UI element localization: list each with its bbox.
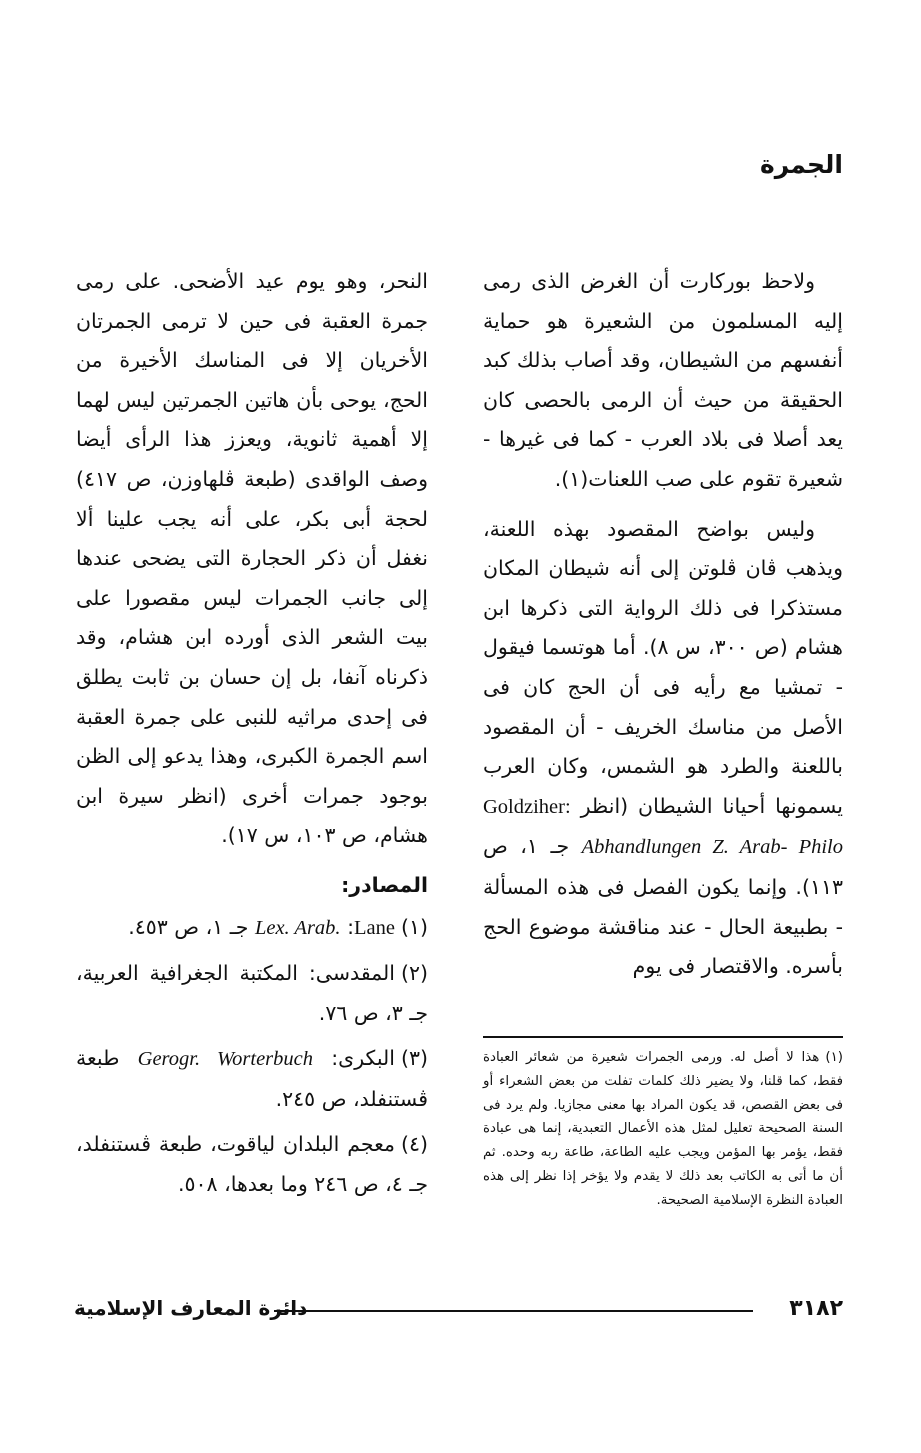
reference-author: Goldziher <box>483 795 565 818</box>
left-column <box>76 262 428 1211</box>
footnote-divider <box>483 1036 843 1038</box>
sources-heading: المصادر: <box>341 872 428 897</box>
source-item <box>76 1039 428 1119</box>
source-item: (١)Lane: Lex. Arab. جـ ١، ص ٤٥٣. <box>128 914 428 939</box>
footnote-number: (١) <box>825 1050 843 1065</box>
source-item <box>76 954 428 1033</box>
paragraph <box>483 510 843 987</box>
paragraph: ولاحظ بوركارت أن الغرض الذى رمى إليه المسلمون من الشعيرة هو حماية أنفسهم من الشيطان، وقد أصاب بذلك كبد الحقيقة من حيث أن الرمى بالحصى كان يعد أصلا فى بلاد العرب - كما فى غيرها - شعيرة تقوم على صب اللعنات(١). <box>483 269 843 491</box>
page-title: الجمرة <box>759 150 843 179</box>
source-number: (٣) <box>400 1046 428 1071</box>
paragraph: النحر، وهو يوم عيد الأضحى. على رمى جمرة العقبة فى حين لا ترمى الجمرتان الأخريان إلا فى المناسك الأخيرة من الحج، يوحى بأن هاتين الجمرتين ليس لهما إلا أهمية ثانوية، ويعزز هذا الرأى أيضا وصف الواقدى (طبعة ڤلهاوزن، ص ٤١٧) لحجة أبى بكر، على أنه يجب علينا ألا نغفل أن ذكر الحجارة التى يضحى عندها إلى جانب الجمرات ليس مقصورا على بيت الشعر الذى أورده ابن هشام، وقد ذكرناه آنفا، بل إن حسان بن ثابت يطلق فى إحدى مراثيه للنبى على جمرة العقبة اسم الجمرة الكبرى، وهذا يدعو إلى الظن بوجود جمرات أخرى (انظر سيرة ابن هشام، ص ١٠٣، س ١٧). <box>76 269 428 848</box>
source-number: (٢) <box>400 961 428 986</box>
source-latin-title: Gerogr. Worterbuch <box>137 1048 313 1071</box>
page-number: ٣١٨٢ <box>789 1296 843 1321</box>
footnote <box>483 1046 843 1213</box>
source-text: جـ ١، ص ٤٥٣. <box>128 914 249 939</box>
footnote-text: هذا لا أصل له. ورمى الجمرات شعيرة من شعائر العبادة فقط، كما قلنا، ولا يضير ذلك كلمات تفلت من بعض الشعراء أو فى بعض القصص، قد يكون المراد بها معنى مجازيا. ولم يرد فى السنة الصحيحة تعليل لمثل هذه الأعمال التعبدية، إنما هى عبادة فقط، يؤمر بها المؤمن ويجب عليه الطاعة، طاعة ربه وحده. ثم أن ما أتى به الكاتب بعد ذلك لا يقدم ولا يؤخر إذا نظر إلى هذه العبادة النظرة الإسلامية الصحيحة. <box>483 1050 843 1208</box>
source-latin-title: Lex. Arab. <box>254 916 341 939</box>
paragraph-text: جـ ١، ص ١١٣). وإنما يكون الفصل فى هذه المسألة - بطبيعة الحال - عند مناقشة موضوع الحج بأسره. والاقتصار فى يوم <box>483 834 843 979</box>
source-number: (١) <box>400 914 428 939</box>
reference-title: Abhandlungen Z. Arab- Philo <box>581 836 843 859</box>
source-text: طبعة ڤستنفلد، ص ٢٤٥. <box>76 1046 428 1111</box>
right-column <box>483 262 843 987</box>
page-footer <box>74 1296 843 1326</box>
source-author: البكرى: <box>331 1046 395 1071</box>
paragraph-text: وليس بواضح المقصود بهذه اللعنة، ويذهب ڤان ڤلوتن إلى أنه شيطان المكان مستذكرا فى ذلك الرواية التى ذكرها ابن هشام (ص ٣٠٠، س ٨). أما هوتسما فيقول - تمشيا مع رأيه فى أن الحج كان فى الأصل من مناسك الخريف - أن المقصود باللعنة والطرد هو الشمس، وكان العرب يسمونها أحيانا الشيطان (انظر <box>483 516 843 818</box>
footer-divider <box>274 1310 753 1312</box>
source-number: (٤) <box>400 1132 428 1157</box>
source-author: Lane <box>354 916 395 939</box>
source-item <box>76 1125 428 1204</box>
source-text: المقدسى: المكتبة الجغرافية العربية، جـ ٣، ص ٧٦. <box>76 961 428 1025</box>
publication-title: دائرة المعارف الإسلامية <box>74 1296 308 1320</box>
source-text: معجم البلدان لياقوت، طبعة ڤستنفلد، جـ ٤، ص ٢٤٦ وما بعدها، ٥٠٨. <box>76 1132 428 1197</box>
goldziher-reference: Goldziher: Abhandlungen Z. Arab- Philo <box>483 795 843 859</box>
